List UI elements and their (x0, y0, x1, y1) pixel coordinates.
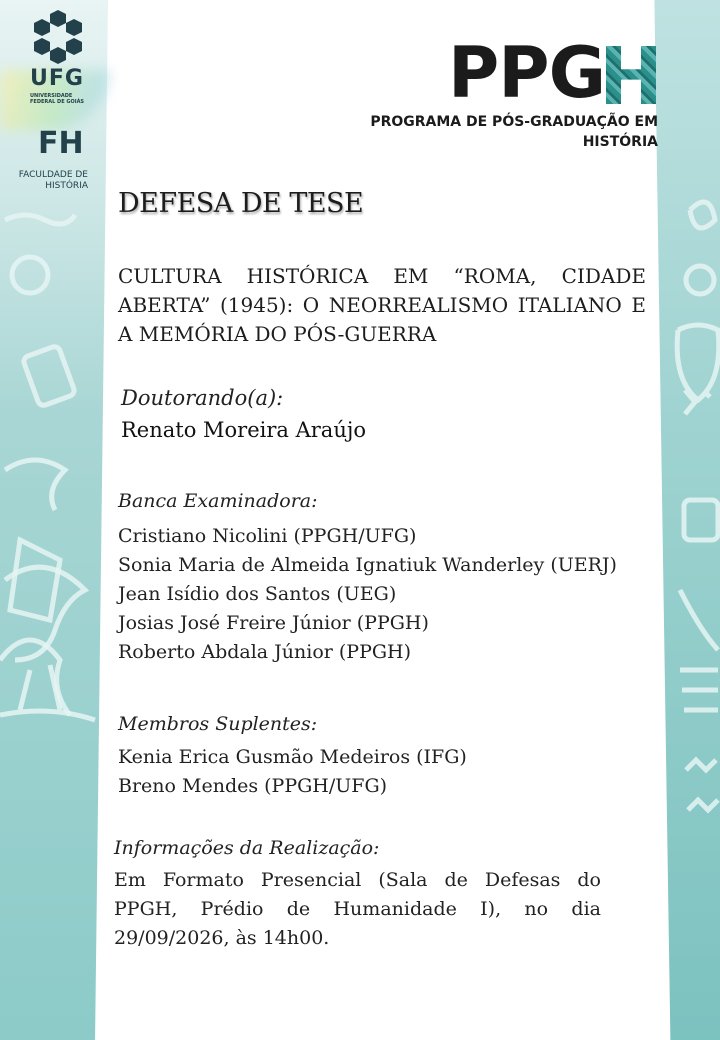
info-label: Informações da Realização: (114, 837, 380, 859)
thesis-title: CULTURA HISTÓRICA EM “ROMA, CIDADE ABERTA” (1945): O NEORREALISMO ITALIANO E A MEMÓRIA DO PÓS-GUERRA (118, 264, 646, 346)
committee-member: Cristiano Nicolini (PPGH/UFG) (118, 525, 417, 547)
ppgh-logo-h-icon (606, 46, 656, 104)
committee-member: Sonia Maria de Almeida Ignatiuk Wanderley (UERJ) (118, 554, 617, 576)
committee-member: Jean Isídio dos Santos (UEG) (118, 583, 397, 605)
ufg-logo-icon (28, 8, 88, 66)
ufg-wordmark: UFG (30, 66, 84, 91)
committee-member: Roberto Abdala Júnior (PPGH) (118, 641, 412, 663)
committee-list (118, 522, 617, 667)
fh-subtitle: FACULDADE DE HISTÓRIA (18, 170, 88, 191)
fh-wordmark: FH (38, 126, 84, 161)
info-text: Em Formato Presencial (Sala de Defesas do PPGH, Prédio de Humanidade I), no dia 29/09/2026, às 14h00. (114, 869, 601, 949)
alternate-member: Breno Mendes (PPGH/UFG) (118, 775, 388, 797)
committee-label: Banca Examinadora: (118, 490, 318, 512)
candidate-name: Renato Moreira Araújo (121, 418, 367, 442)
page-title: DEFESA DE TESE (118, 188, 364, 219)
decorative-bird-icon (0, 540, 100, 740)
alternates-label: Membros Suplentes: (118, 713, 318, 735)
ufg-subtitle: UNIVERSIDADE FEDERAL DE GOIÁS (30, 93, 85, 105)
program-name: PROGRAMA DE PÓS-GRADUAÇÃO EM HISTÓRIA (370, 114, 658, 150)
alternate-member: Kenia Erica Gusmão Medeiros (IFG) (118, 746, 467, 768)
committee-member: Josias José Freire Júnior (PPGH) (118, 612, 429, 634)
alternates-list (118, 743, 467, 801)
ppgh-logo-text: PPG (448, 32, 606, 114)
candidate-label: Doutorando(a): (121, 386, 284, 410)
decorative-pattern-right (650, 170, 720, 870)
